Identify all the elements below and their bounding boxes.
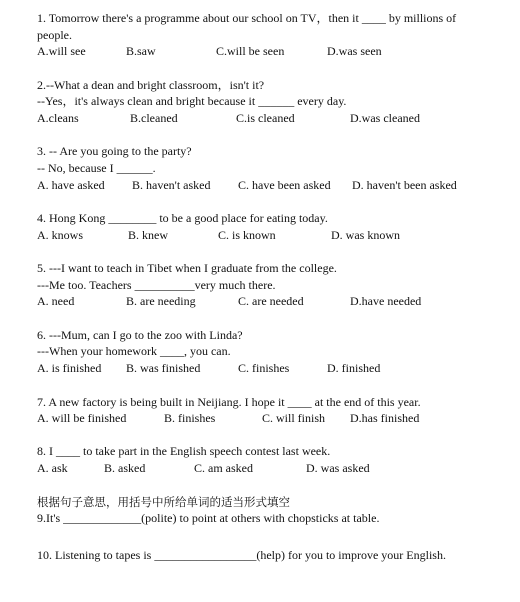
question-3-line-2: -- No, because I ______. — [37, 161, 156, 175]
question-7-line-1: 7. A new factory is being built in Neijiang. I hope it ____ at the end of this year. — [37, 395, 421, 409]
question-2-option-c: C.is cleaned — [236, 111, 295, 125]
question-4-option-b: B. knew — [128, 228, 168, 242]
question-1-line-1: 1. Tomorrow there's a programme about our school on TV，then it ____ by millions of — [37, 11, 457, 25]
question-7-option-b: B. finishes — [164, 411, 216, 425]
question-7-option-a: A. will be finished — [37, 411, 127, 425]
question-6-option-c: C. finishes — [238, 361, 290, 375]
question-1-option-a: A.will see — [37, 44, 86, 58]
question-3-option-c: C. have been asked — [238, 178, 331, 192]
question-4-option-d: D. was known — [331, 228, 400, 242]
question-4-option-c: C. is known — [218, 228, 276, 242]
question-5-option-b: B. are needing — [126, 294, 196, 308]
question-3-option-d: D. haven't been asked — [352, 178, 457, 192]
question-8-option-b: B. asked — [104, 461, 146, 475]
question-2-line-1: 2.--What a dean and bright classroom，isn't it? — [37, 78, 265, 92]
question-7-option-c: C. will finish — [262, 411, 326, 425]
question-5-line-1: 5. ---I want to teach in Tibet when I graduate from the college. — [37, 261, 337, 275]
question-1-option-b: B.saw — [126, 44, 156, 58]
question-5-option-d: D.have needed — [350, 294, 422, 308]
question-8-option-a: A. ask — [37, 461, 68, 475]
question-2-option-a: A.cleans — [37, 111, 79, 125]
question-3-line-1: 3. -- Are you going to the party? — [37, 144, 192, 158]
question-6-option-b: B. was finished — [126, 361, 201, 375]
question-2-option-d: D.was cleaned — [350, 111, 420, 125]
question-5-line-2: ---Me too. Teachers __________very much there. — [37, 278, 276, 292]
question-6-line-1: 6. ---Mum, can I go to the zoo with Linda? — [37, 328, 243, 342]
question-2-line-2: --Yes，it's always clean and bright because it ______ every day. — [37, 94, 347, 108]
section-title: 根据句子意思，用括号中所给单词的适当形式填空 — [37, 495, 290, 509]
question-8-option-d: D. was asked — [306, 461, 370, 475]
question-4-option-a: A. knows — [37, 228, 84, 242]
question-5-option-c: C. are needed — [238, 294, 304, 308]
question-8-line-1: 8. I ____ to take part in the English speech contest last week. — [37, 444, 331, 458]
question-2-option-b: B.cleaned — [130, 111, 178, 125]
question-6-line-2: ---When your homework ____, you can. — [37, 344, 231, 358]
question-7-option-d: D.has finished — [350, 411, 420, 425]
question-1-option-c: C.will be seen — [216, 44, 285, 58]
question-1-option-d: D.was seen — [327, 44, 382, 58]
fill-item-9: 9.It's _____________(polite) to point at others with chopsticks at table. — [37, 511, 380, 525]
question-4-line-1: 4. Hong Kong ________ to be a good place for eating today. — [37, 211, 328, 225]
question-5-option-a: A. need — [37, 294, 75, 308]
question-8-option-c: C. am asked — [194, 461, 253, 475]
question-3-option-b: B. haven't asked — [132, 178, 211, 192]
question-3-option-a: A. have asked — [37, 178, 105, 192]
fill-item-10: 10. Listening to tapes is _________________(help) for you to improve your English. — [37, 548, 446, 562]
question-1-line-2: people. — [37, 28, 72, 42]
question-6-option-a: A. is finished — [37, 361, 102, 375]
question-6-option-d: D. finished — [327, 361, 381, 375]
